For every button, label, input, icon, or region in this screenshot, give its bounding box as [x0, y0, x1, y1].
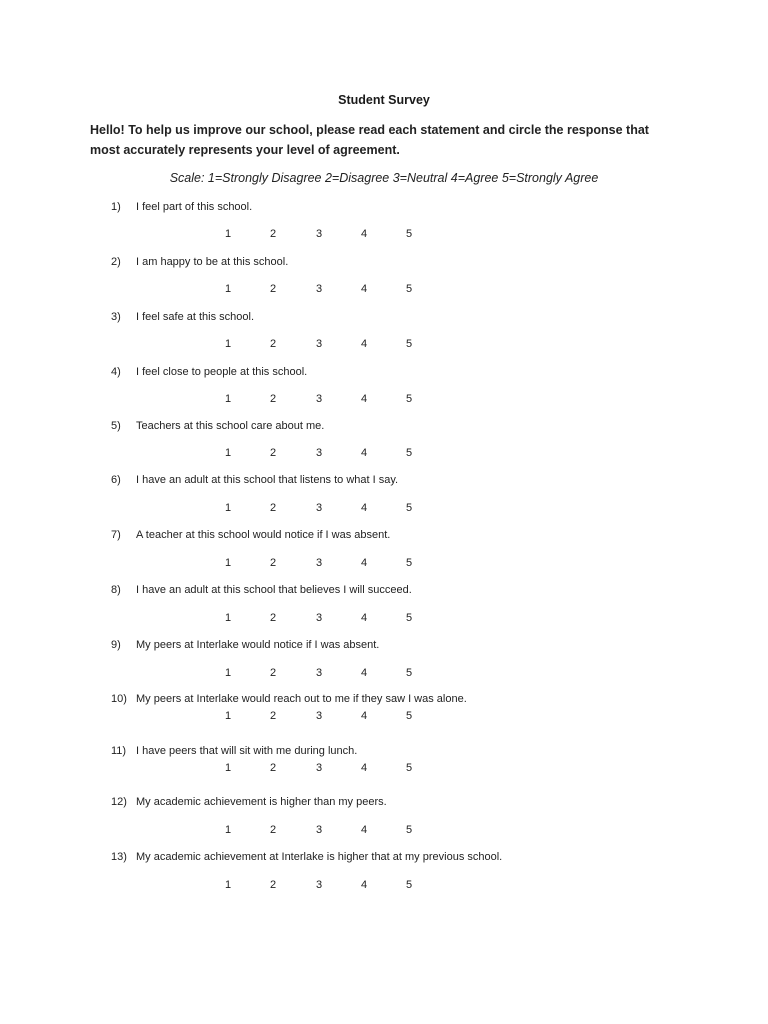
- rating-option-1[interactable]: 1: [224, 612, 232, 624]
- rating-option-5[interactable]: 5: [405, 612, 413, 624]
- rating-option-3[interactable]: 3: [315, 557, 323, 569]
- rating-option-2[interactable]: 2: [269, 502, 277, 514]
- rating-options: [0, 393, 768, 409]
- rating-option-5[interactable]: 5: [405, 338, 413, 350]
- question-number: 13): [111, 851, 127, 863]
- question-text: I feel close to people at this school.: [136, 366, 308, 378]
- rating-option-2[interactable]: 2: [269, 612, 277, 624]
- rating-options: [0, 447, 768, 463]
- rating-option-1[interactable]: 1: [224, 824, 232, 836]
- rating-option-2[interactable]: 2: [269, 762, 277, 774]
- rating-option-2[interactable]: 2: [269, 447, 277, 459]
- rating-option-3[interactable]: 3: [315, 612, 323, 624]
- question-number: 5): [111, 420, 121, 432]
- rating-option-1[interactable]: 1: [224, 667, 232, 679]
- rating-option-3[interactable]: 3: [315, 879, 323, 891]
- scale-legend: Scale: 1=Strongly Disagree 2=Disagree 3=Neutral 4=Agree 5=Strongly Agree: [169, 171, 599, 185]
- rating-option-3[interactable]: 3: [315, 762, 323, 774]
- question-number: 7): [111, 529, 121, 541]
- rating-option-3[interactable]: 3: [315, 283, 323, 295]
- question-text: I have peers that will sit with me during lunch.: [136, 745, 358, 757]
- rating-option-5[interactable]: 5: [405, 879, 413, 891]
- survey-question: [0, 311, 768, 361]
- rating-options: [0, 612, 768, 628]
- rating-option-2[interactable]: 2: [269, 393, 277, 405]
- rating-option-4[interactable]: 4: [360, 710, 368, 722]
- rating-option-5[interactable]: 5: [405, 667, 413, 679]
- survey-question: [0, 745, 768, 795]
- rating-option-5[interactable]: 5: [405, 824, 413, 836]
- rating-option-2[interactable]: 2: [269, 338, 277, 350]
- rating-option-2[interactable]: 2: [269, 557, 277, 569]
- question-text: I have an adult at this school that listens to what I say.: [136, 474, 399, 486]
- question-text: I feel part of this school.: [136, 201, 253, 213]
- question-text: Teachers at this school care about me.: [136, 420, 325, 432]
- rating-option-3[interactable]: 3: [315, 447, 323, 459]
- rating-options: [0, 283, 768, 299]
- rating-options: [0, 879, 768, 895]
- rating-options: [0, 338, 768, 354]
- rating-option-1[interactable]: 1: [224, 338, 232, 350]
- survey-question: [0, 584, 768, 634]
- rating-option-4[interactable]: 4: [360, 447, 368, 459]
- rating-option-2[interactable]: 2: [269, 710, 277, 722]
- rating-option-3[interactable]: 3: [315, 824, 323, 836]
- question-number: 1): [111, 201, 121, 213]
- question-number: 12): [111, 796, 127, 808]
- rating-option-4[interactable]: 4: [360, 228, 368, 240]
- question-text: My academic achievement at Interlake is higher that at my previous school.: [136, 851, 503, 863]
- rating-option-2[interactable]: 2: [269, 879, 277, 891]
- rating-option-4[interactable]: 4: [360, 879, 368, 891]
- survey-question: [0, 201, 768, 251]
- intro-text: Hello! To help us improve our school, please read each statement and circle the response that most accurately represents your level of agreement.: [90, 123, 649, 157]
- rating-option-3[interactable]: 3: [315, 228, 323, 240]
- question-text: My peers at Interlake would notice if I was absent.: [136, 639, 380, 651]
- question-number: 3): [111, 311, 121, 323]
- rating-option-5[interactable]: 5: [405, 228, 413, 240]
- rating-options: [0, 502, 768, 518]
- rating-option-1[interactable]: 1: [224, 710, 232, 722]
- question-text: I have an adult at this school that believes I will succeed.: [136, 584, 412, 596]
- rating-option-5[interactable]: 5: [405, 447, 413, 459]
- question-text: I am happy to be at this school.: [136, 256, 289, 268]
- rating-options: [0, 228, 768, 244]
- rating-option-2[interactable]: 2: [269, 228, 277, 240]
- rating-option-2[interactable]: 2: [269, 283, 277, 295]
- survey-question: [0, 693, 768, 743]
- question-text: I feel safe at this school.: [136, 311, 255, 323]
- rating-option-1[interactable]: 1: [224, 879, 232, 891]
- rating-option-4[interactable]: 4: [360, 283, 368, 295]
- survey-question: [0, 529, 768, 579]
- rating-options: [0, 762, 768, 778]
- rating-option-4[interactable]: 4: [360, 762, 368, 774]
- rating-option-1[interactable]: 1: [224, 447, 232, 459]
- rating-options: [0, 557, 768, 573]
- rating-option-5[interactable]: 5: [405, 393, 413, 405]
- question-number: 2): [111, 256, 121, 268]
- question-text: My peers at Interlake would reach out to me if they saw I was alone.: [136, 693, 467, 705]
- rating-option-3[interactable]: 3: [315, 502, 323, 514]
- rating-option-4[interactable]: 4: [360, 502, 368, 514]
- rating-option-5[interactable]: 5: [405, 283, 413, 295]
- rating-options: [0, 667, 768, 683]
- rating-option-4[interactable]: 4: [360, 338, 368, 350]
- question-number: 4): [111, 366, 121, 378]
- question-number: 9): [111, 639, 121, 651]
- survey-question: [0, 366, 768, 416]
- rating-option-1[interactable]: 1: [224, 283, 232, 295]
- rating-option-4[interactable]: 4: [360, 824, 368, 836]
- rating-options: [0, 824, 768, 840]
- rating-option-3[interactable]: 3: [315, 667, 323, 679]
- rating-option-1[interactable]: 1: [224, 762, 232, 774]
- question-number: 6): [111, 474, 121, 486]
- survey-question: [0, 639, 768, 689]
- rating-option-4[interactable]: 4: [360, 393, 368, 405]
- rating-option-1[interactable]: 1: [224, 228, 232, 240]
- rating-option-3[interactable]: 3: [315, 393, 323, 405]
- rating-option-4[interactable]: 4: [360, 667, 368, 679]
- question-number: 10): [111, 693, 127, 705]
- rating-option-1[interactable]: 1: [224, 502, 232, 514]
- survey-question: [0, 256, 768, 306]
- rating-option-2[interactable]: 2: [269, 824, 277, 836]
- rating-option-5[interactable]: 5: [405, 502, 413, 514]
- question-number: 8): [111, 584, 121, 596]
- rating-option-3[interactable]: 3: [315, 710, 323, 722]
- survey-question: [0, 851, 768, 901]
- survey-question: [0, 796, 768, 846]
- page-title: Student Survey: [338, 93, 430, 107]
- rating-option-5[interactable]: 5: [405, 762, 413, 774]
- rating-option-3[interactable]: 3: [315, 338, 323, 350]
- survey-question: [0, 420, 768, 470]
- rating-option-1[interactable]: 1: [224, 393, 232, 405]
- question-text: A teacher at this school would notice if I was absent.: [136, 529, 391, 541]
- rating-option-4[interactable]: 4: [360, 557, 368, 569]
- rating-option-1[interactable]: 1: [224, 557, 232, 569]
- rating-option-4[interactable]: 4: [360, 612, 368, 624]
- survey-question: [0, 474, 768, 524]
- rating-option-5[interactable]: 5: [405, 557, 413, 569]
- question-text: My academic achievement is higher than my peers.: [136, 796, 387, 808]
- rating-options: [0, 710, 768, 726]
- question-number: 11): [111, 745, 127, 757]
- rating-option-2[interactable]: 2: [269, 667, 277, 679]
- rating-option-5[interactable]: 5: [405, 710, 413, 722]
